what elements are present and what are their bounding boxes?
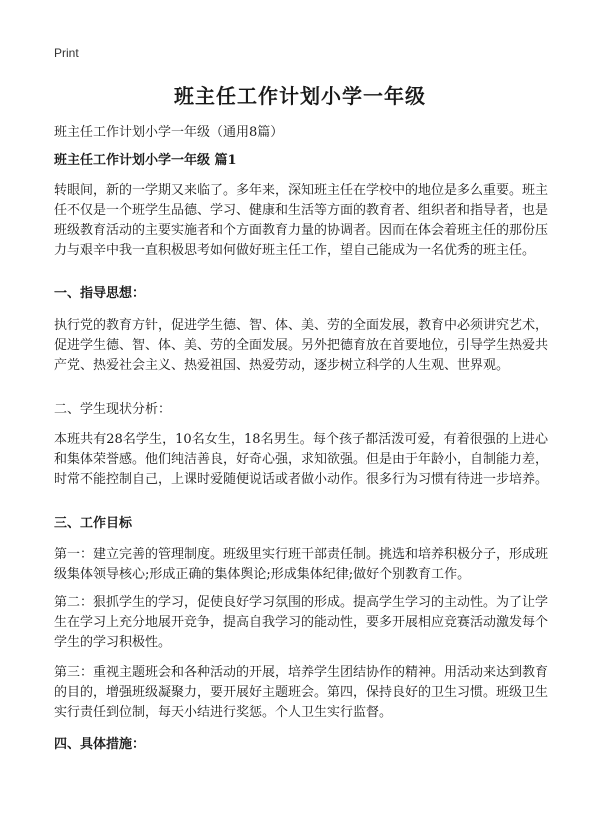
print-label: Print <box>54 46 79 60</box>
section-3-heading: 三、工作目标 <box>54 516 133 531</box>
page-title: 班主任工作计划小学一年级 <box>174 84 426 108</box>
goal-3-paragraph: 第三：重视主题班会和各种活动的开展，培养学生团结协作的精神。用活动来达到教育的目的，增强班级凝聚力，要开展好主题班会。第四，保持良好的卫生习惯。班级卫生实行责任到位制，每天小结进行奖惩。个人卫生实行监督。 <box>54 665 549 720</box>
section-2-heading: 二、学生现状分析： <box>54 402 172 417</box>
section-1-heading: 一、指导思想： <box>54 286 146 301</box>
goal-1-paragraph: 第一：建立完善的管理制度。班级里实行班干部责任制。挑选和培养积极分子，形成班级集体领导核心;形成正确的集体舆论;形成集体纪律;做好个别教育工作。 <box>54 547 549 582</box>
section-4-heading: 四、具体措施： <box>54 737 146 752</box>
document-subtitle: 班主任工作计划小学一年级（通用8篇） <box>54 125 284 140</box>
section-2-body: 本班共有28名学生，10名女生，18名男生。每个孩子都活泼可爱，有着很强的上进心和集体荣誉感。他们纯洁善良，好奇心强，求知欲强。但是由于年龄小，自制能力差，时常不能控制自己，上课时爱随便说话或者做小动作。很多行为习惯有待进一步培养。 <box>54 432 549 487</box>
section-1-body: 执行党的教育方针，促进学生德、智、体、美、劳的全面发展，教育中必须讲究艺术，促进学生德、智、体、美、劳的全面发展。另外把德育放在首要地位，引导学生热爱共产党、热爱社会主义、热爱祖国、热爱劳动，逐步树立科学的人生观、世界观。 <box>54 318 549 373</box>
article-heading: 班主任工作计划小学一年级 篇1 <box>54 153 237 168</box>
intro-paragraph: 转眼间，新的一学期又来临了。多年来，深知班主任在学校中的地位是多么重要。班主任不仅是一个班学生品德、学习、健康和生活等方面的教育者、组织者和指导者，也是班级教育活动的主要实施者和个方面教育力量的协调者。因而在体会着班主任的那份压力与艰辛中我一直积极思考如何做好班主任工作，望自己能成为一名优秀的班主任。 <box>54 183 549 258</box>
goal-2-paragraph: 第二：狠抓学生的学习，促使良好学习氛围的形成。提高学生学习的主动性。为了让学生在学习上充分地展开竞争，提高自我学习的能动性，要多开展相应竞赛活动激发每个学生的学习积极性。 <box>54 595 549 650</box>
